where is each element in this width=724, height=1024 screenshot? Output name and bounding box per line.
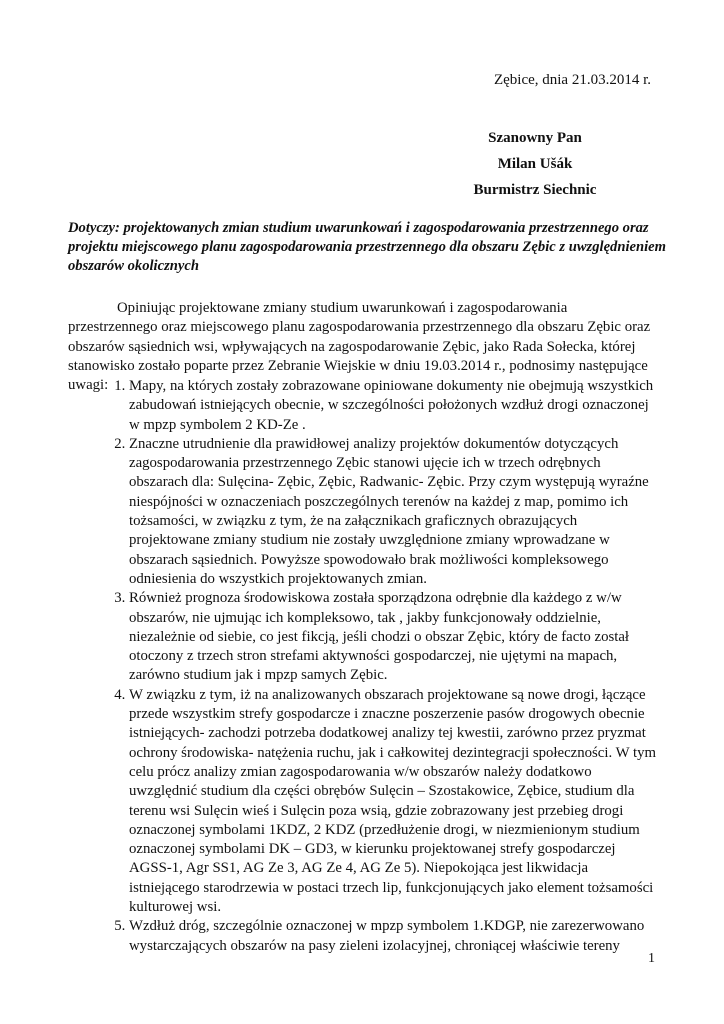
remarks-list [68, 377, 660, 956]
remark-item: 4. W związku z tym, iż na analizowanych obszarach projektowane są nowe drogi, łączące przede wszystkim strefy gospodarcze i znaczne poszerzenie pasów drogowych obecnie istniejących- zachodzi potrzeba dodatkowej analizy tej kwestii, zarówno przez pryzmat ochrony środowiska- natężenia ruchu, jak i całkowitej dezintegracji społeczności. W tym celu prócz analizy zmian zagospodarowania w/w obszarów należy dodatkowo uwzględnić studium dla części obrębów Sulęcin – Szostakowice, Zębice, studium dla terenu wsi Sulęcin wieś i Sulęcin poza wsią, gdzie zobrazowany jest przebieg drogi oznaczonej symbolami 1KDZ, 2 KDZ (przedłużenie drogi, w niezmienionym studium oznaczonej symbolami DK – GD3, w kierunku projektowanej strefy gospodarczej AGSS-1, Agr SS1, AG Ze 3, AG Ze 4, AG Ze 5). Niepokojąca jest likwidacja istniejącego starodrzewia w postaci trzech lip, funkcjonujących jako element tożsamości kulturowej wsi. [129, 686, 660, 918]
remark-item: 3. Również prognoza środowiskowa została sporządzona odrębnie dla każdego z w/w obszarów, nie ujmując ich kompleksowo, tak , jakby funkcjonowały oddzielnie, niezależnie od siebie, co jest fikcją, jeśli chodzi o obszar Zębic, który de facto został otoczony z trzech stron strefami aktywności gospodarczej, nie ujętymi na mapach, zarówno studium jak i mpzp samych Zębic. [129, 589, 660, 685]
addressee-title: Burmistrz Siechnic [473, 182, 597, 198]
addressee-greeting: Szanowny Pan [488, 130, 582, 146]
remark-item: 1. Mapy, na których zostały zobrazowane opiniowane dokumenty nie obejmują wszystkich zabudowań istniejących obecnie, w szczególności położonych wzdłuż drogi oznaczonej w mpzp symbolem 2 KD-Ze . [129, 377, 660, 435]
letter-subject: Dotyczy: projektowanych zmian studium uwarunkowań i zagospodarowania przestrzennego oraz projektu miejscowego planu zagospodarowania przestrzennego dla obszaru Zębic z uwzględnieniem obszarów okolicznych [68, 220, 667, 275]
page-number: 1 [648, 951, 655, 966]
addressee-block [440, 125, 630, 203]
intro-paragraph: Opiniując projektowane zmiany studium uwarunkowań i zagospodarowania przestrzennego oraz miejscowego planu zagospodarowania przestrzennego dla obszaru Zębic oraz obszarów sąsiednich wsi, wpływających na zagospodarowanie Zębic, jako Rada Sołecka, której stanowisko zostało poparte przez Zebranie Wiejskie w dniu 19.03.2014 r., podnosimy następujące uwagi: [68, 300, 651, 394]
addressee-name: Milan Ušák [497, 156, 573, 172]
letter-date: Zębice, dnia 21.03.2014 r. [493, 72, 651, 88]
remark-item: 2. Znaczne utrudnienie dla prawidłowej analizy projektów dokumentów dotyczących zagospodarowania przestrzennego Zębic stanowi ujęcie ich w trzech odrębnych obszarach dla: Sulęcina- Zębic, Zębic, Radwanic- Zębic. Przy czym występują wyraźne niespójności w oznaczeniach poszczególnych terenów na każdej z map, pomimo ich tożsamości, w związku z tym, że na załącznikach graficznych obrazujących projektowane zmiany studium nie zostały uwzględnione zmiany wprowadzane w obszarach sąsiednich. Powyższe spowodowało brak możliwości kompleksowego odniesienia do wszystkich projektowanych zmian. [129, 435, 660, 589]
remark-item: 5. Wzdłuż dróg, szczególnie oznaczonej w mpzp symbolem 1.KDGP, nie zarezerwowano wystarczających obszarów na pasy zieleni izolacyjnej, chroniącej właściwie tereny [129, 917, 660, 956]
